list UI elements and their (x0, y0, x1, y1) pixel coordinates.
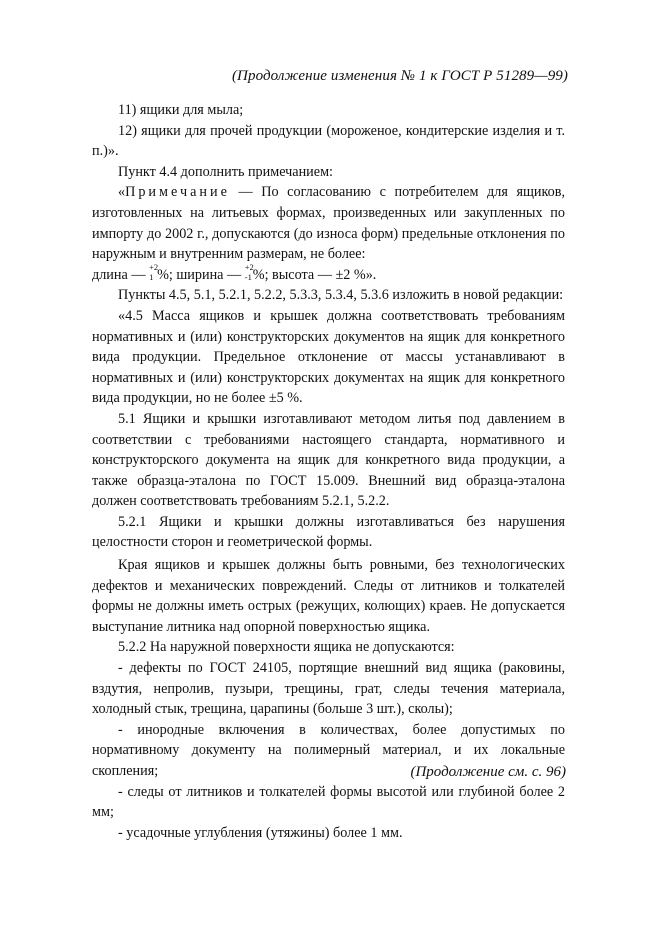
note-paragraph (92, 182, 565, 264)
paragraph: 12) ящики для прочей продукции (мороженое, кондитерские изделия и т. п.)». (92, 122, 565, 160)
length-upper: +2 (149, 261, 159, 272)
paragraph: 5.2.2 На наружной поверхности ящика не допускаются: (118, 639, 455, 656)
width-upper: +2 (244, 261, 254, 272)
paragraph: 5.1 Ящики и крышки изготавливают методом литья под давлением в соответствии с требованиями настоящего стандарта, нормативного и конструкторского документа на ящик для конкретного вида продукции, а также образца-эталона по ГОСТ 15.009. Внешний вид образца-эталона должен соответствовать требованиям 5.2.1, 5.2.2. (92, 410, 565, 510)
list-item: - усадочные углубления (утяжины) более 1 мм. (118, 824, 403, 841)
tolerance-line (92, 261, 565, 286)
width-label: %; ширина — (157, 266, 242, 283)
length-label: длина — (92, 266, 146, 283)
paragraph: Пункт 4.4 дополнить примечанием: (118, 163, 333, 180)
document-body (92, 100, 565, 843)
note-text: — По согласованию с потребителем для ящиков, изготовленных на литьевых формах, произведенных или закупленных по импорту до 2002 г., допускаются (до износа форм) предельные отклонения по наружным и внутренним размерам, не более: (92, 184, 565, 263)
height-label: %; высота — ±2 %». (252, 266, 377, 283)
list-item: - следы от литников и толкателей формы высотой или глубиной более 2 мм; (92, 783, 565, 821)
paragraph: 11) ящики для мыла; (118, 102, 244, 118)
running-header: (Продолжение изменения № 1 к ГОСТ Р 51289—99) (231, 68, 568, 84)
paragraph: 5.2.1 Ящики и крышки должны изготавливаться без нарушения целостности сторон и геометрической формы. (92, 513, 565, 551)
paragraph: «4.5 Масса ящиков и крышек должна соответствовать требованиям нормативных и (или) конструкторских документов на ящик для конкретного вида продукции. Предельное отклонение от массы устанавливают в нормативных и (или) конструкторских документах на ящик для конкретного вида продукции, но не более ±5 %. (92, 307, 565, 407)
length-tolerance (149, 261, 159, 282)
continuation-footer: (Продолжение см. с. 96) (410, 764, 566, 780)
list-item: - дефекты по ГОСТ 24105, портящие внешний вид ящика (раковины, вздутия, непролив, пузыри, трещины, грат, следы течения материала, холодный стык, трещина, царапины (больше 3 шт.), сколы); (92, 660, 565, 718)
width-lower: -1 (244, 271, 252, 282)
paragraph: Пункты 4.5, 5.1, 5.2.1, 5.2.2, 5.3.3, 5.3.4, 5.3.6 изложить в новой редакции: (118, 287, 564, 304)
list-item: - инородные включения в количествах, более допустимых по нормативному документу на полимерный материал, и их локальные скопления; (92, 721, 565, 779)
note-label: Примечание (125, 184, 230, 201)
width-tolerance (244, 261, 254, 282)
note-open-quote: « (118, 184, 126, 201)
length-lower: 1 (149, 271, 154, 282)
paragraph: Края ящиков и крышек должны быть ровными, без технологических дефектов и механических повреждений. Следы от литников и толкателей формы не должны иметь острых (режущих, колющих) краев. Не допускается выступание литника над опорной поверхностью ящика. (92, 557, 565, 635)
